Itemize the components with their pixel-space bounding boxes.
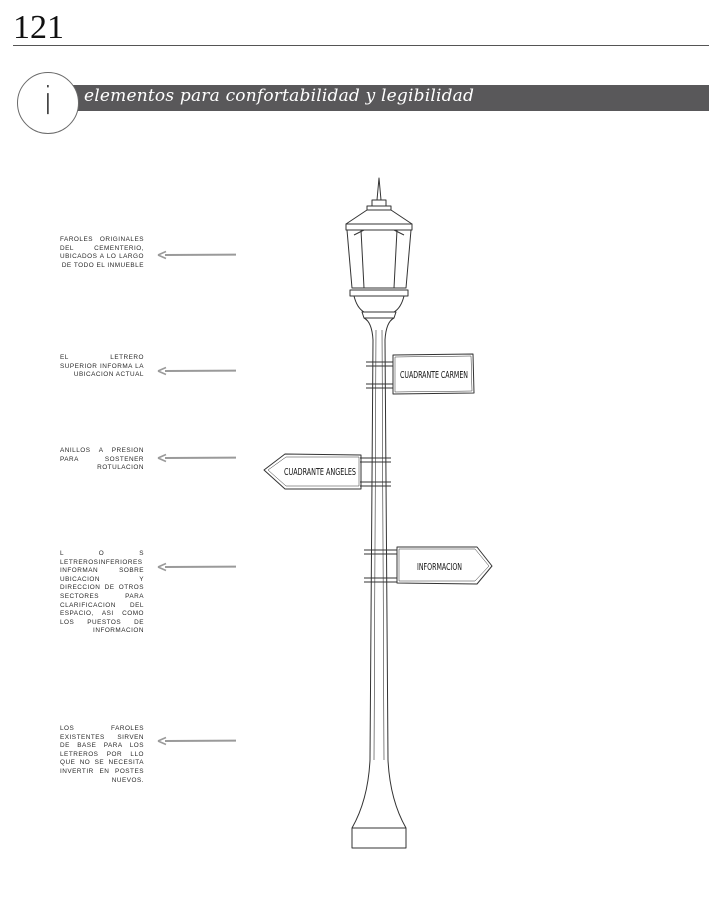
arrow-left-icon (157, 562, 237, 572)
lamp-roof (346, 210, 412, 224)
arrow-left-icon (157, 453, 237, 463)
sign-left-text: CUADRANTE ANGELES (284, 467, 357, 478)
lamp-post-drawing (255, 170, 505, 860)
info-icon-letter: i (42, 79, 54, 123)
arrow-left-icon (157, 366, 237, 376)
info-icon (17, 72, 79, 134)
arrow-left-icon (157, 736, 237, 746)
sign-upper-text: CUADRANTE CARMEN (400, 370, 468, 381)
note-faroles-existentes: LOS FAROLES EXISTENTES SIRVEN DE BASE PARA LOS LETREROS POR LLO QUE NO SE NECESITA INVERTIR EN POSTES NUEVOS. (60, 725, 144, 784)
note-letrero-superior: EL LETRERO SUPERIOR INFORMA LA UBICACION ACTUAL (60, 354, 144, 379)
top-rule (13, 45, 709, 46)
note-faroles: FAROLES ORIGINALES DEL CEMENTERIO, UBICADOS A LO LARGO DE TODO EL INMUEBLE (60, 236, 144, 269)
arrow-left-icon (157, 250, 237, 260)
note-letreros-inferiores: L O S LETREROSINFERIORES INFORMAN SOBRE UBICACION Y DIRECCION DE OTROS SECTORES PARA CLARIFICACION DEL ESPACIO, ASI COMO LOS PUESTOS DE INFORMACION (60, 550, 144, 635)
page-number: 121 (13, 9, 64, 46)
sign-right-text: INFORMACION (417, 562, 462, 573)
lamp-finial (377, 178, 381, 200)
section-title: elementos para confortabilidad y legibilidad (84, 86, 475, 106)
lamp-lantern (347, 230, 411, 288)
pressure-ring (364, 550, 397, 582)
pressure-ring (366, 362, 393, 388)
section-banner (66, 85, 709, 111)
note-anillos: ANILLOS A PRESION PARA SOSTENER ROTULACION (60, 447, 144, 472)
lamp-base (352, 760, 406, 848)
